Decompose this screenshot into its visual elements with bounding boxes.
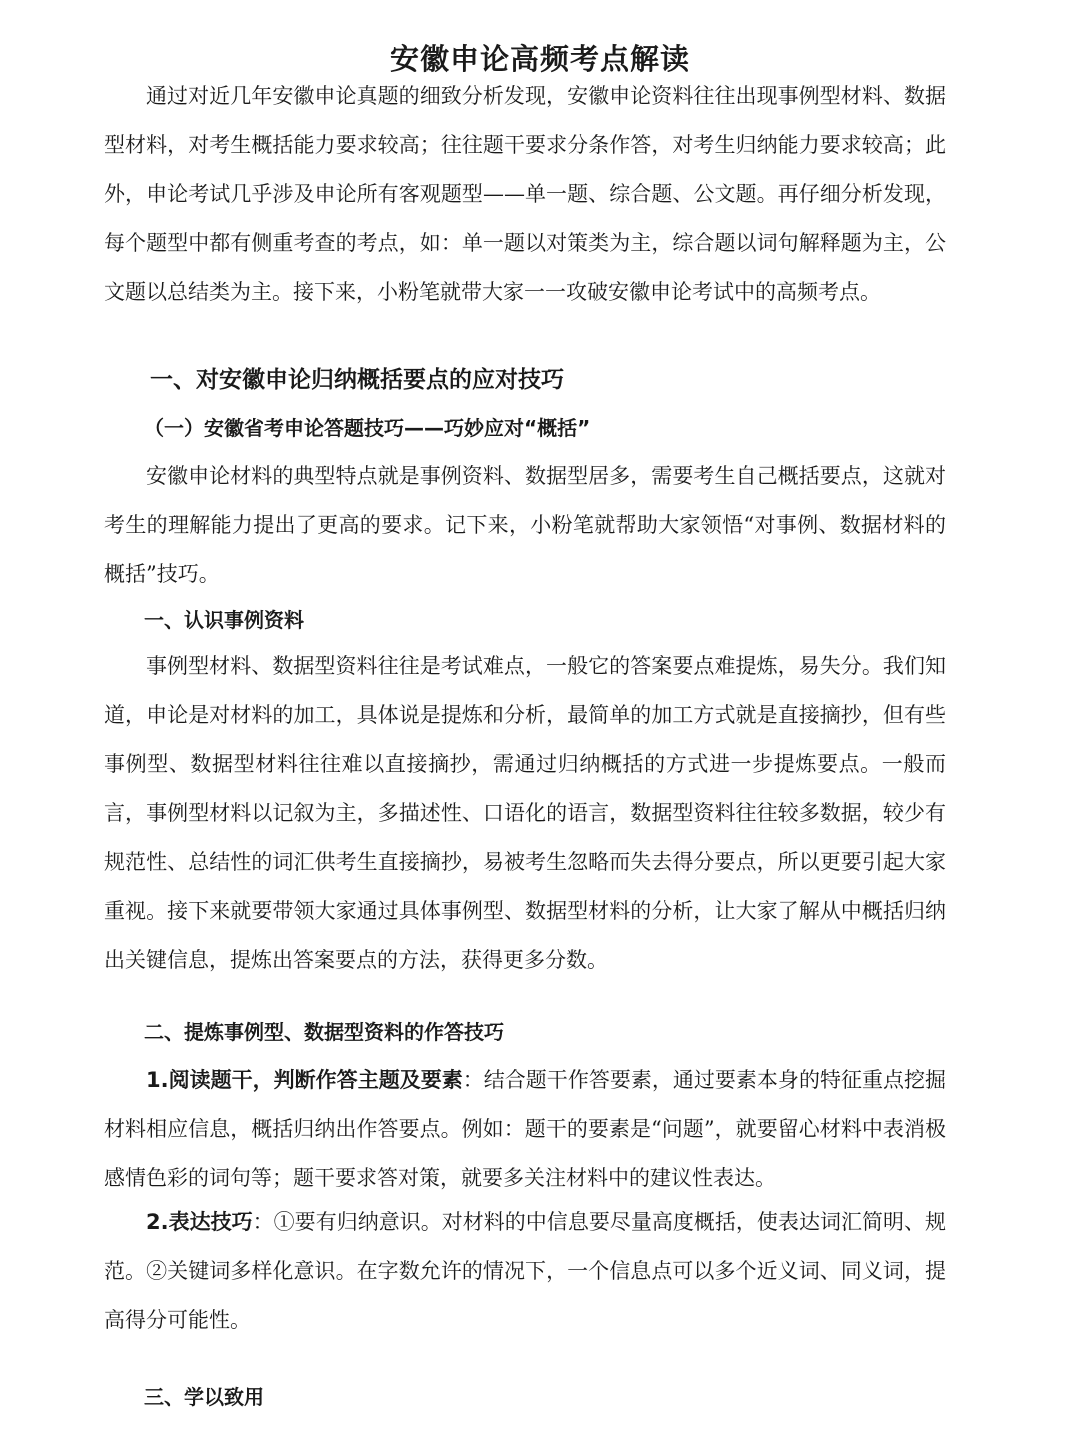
section1-heading: 一、对安徽申论归纳概括要点的应对技巧	[150, 367, 564, 393]
part1-paragraph: 事例型材料、数据型资料往往是考试难点，一般它的答案要点难提炼，易失分。我们知道，申论是对材料的加工，具体说是提炼和分析，最简单的加工方式就是直接摘抄，但有些事例型、数据型材料往往难以直接摘抄，需通过归纳概括的方式进一步提炼要点。一般而言，事例型材料以记叙为主，多描述性、口语化的语言，数据型资料往往较多数据，较少有规范性、总结性的词汇供考生直接摘抄，易被考生忽略而失去得分要点，所以更要引起大家重视。接下来就要带领大家通过具体事例型、数据型材料的分析，让大家了解从中概括归纳出关键信息，提炼出答案要点的方法，获得更多分数。	[104, 654, 946, 972]
document-title: 安徽申论高频考点解读	[389, 42, 690, 77]
tip1-text: ：结合题干作答要素，通过要素本身的特征重点挖掘材料相应信息，概括归纳出作答要点。例如：题干的要素是“问题”，就要留心材料中表消极感情色彩的词句等；题干要求答对策，就要多关注材料中的建议性表达。	[104, 1068, 947, 1190]
tip1-paragraph	[104, 1056, 946, 1203]
tip2-lead: 2.表达技巧	[146, 1210, 253, 1234]
intro-paragraph: 通过对近几年安徽申论真题的细致分析发现，安徽申论资料往往出现事例型材料、数据型材料，对考生概括能力要求较高；往往题干要求分条作答，对考生归纳能力要求较高；此外，申论考试几乎涉及申论所有客观题型——单一题、综合题、公文题。再仔细分析发现，每个题型中都有侧重考查的考点，如：单一题以对策类为主，综合题以词句解释题为主，公文题以总结类为主。接下来，小粉笔就带大家一一攻破安徽申论考试中的高频考点。	[104, 84, 946, 304]
part3-heading: 三、学以致用	[144, 1385, 264, 1409]
section1-paragraph: 安徽申论材料的典型特点就是事例资料、数据型居多，需要考生自己概括要点，这就对考生的理解能力提出了更高的要求。记下来，小粉笔就帮助大家领悟“对事例、数据材料的概括”技巧。	[104, 464, 946, 586]
section1-sub-heading: （一）安徽省考申论答题技巧——巧妙应对“概括”	[144, 416, 591, 440]
tip2-text: ：①要有归纳意识。对材料的中信息要尽量高度概括，使表达词汇简明、规范。②关键词多样化意识。在字数允许的情况下，一个信息点可以多个近义词、同义词，提高得分可能性。	[104, 1210, 947, 1332]
part1-heading: 一、认识事例资料	[144, 608, 304, 632]
tip1-lead: 1.阅读题干，判断作答主题及要素	[146, 1068, 463, 1092]
part2-heading: 二、提炼事例型、数据型资料的作答技巧	[144, 1020, 504, 1044]
tip2-paragraph	[104, 1198, 946, 1345]
